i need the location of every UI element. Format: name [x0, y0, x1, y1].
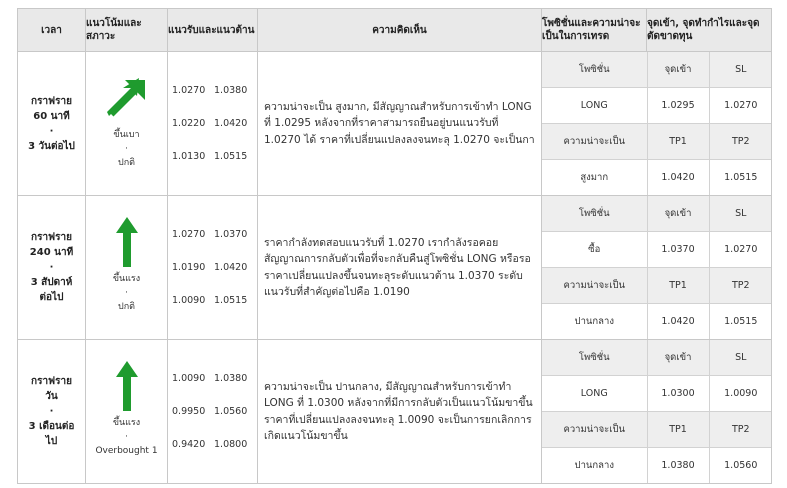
timeframe-line: · — [49, 406, 54, 417]
timeframe-cell — [18, 52, 86, 196]
resistance-value: 1.0380 — [214, 85, 248, 96]
grid-cell: 1.0370 — [647, 232, 709, 268]
comment-cell: ราคากำลังทดสอบแนวรับที่ 1.0270 เรากำลังรอคอยสัญญาณการกลับตัวเพื่อที่จะกลับคืนสู่โพซิชั่น LONG หรือรอราคาเปลี่ยนแปลงขึ้นจนทะลุระดับแนวต้าน 1.0370 ระดับแนวรับที่สำคัญต่อไปคือ 1.0190 — [258, 196, 542, 340]
sr-level-row — [172, 395, 257, 428]
forecast-row — [18, 340, 772, 484]
grid-cell: SL — [709, 340, 772, 376]
sr-level-row — [172, 362, 257, 395]
grid-cell: จุดเข้า — [647, 52, 709, 88]
header-entry-tp-sl: จุดเข้า, จุดทำกำไรและจุดตัดขาดทุน — [647, 9, 772, 52]
support-value: 1.0130 — [172, 151, 206, 162]
resistance-value: 1.0420 — [214, 262, 248, 273]
resistance-value: 1.0800 — [214, 439, 248, 450]
grid-cell: ซื้อ — [542, 232, 647, 268]
grid-cell: TP2 — [709, 124, 772, 160]
header-position: โพซิชั่นและความน่าจะเป็นในการเทรด — [542, 9, 647, 52]
timeframe-line: วัน — [45, 391, 58, 402]
support-value: 0.9950 — [172, 406, 206, 417]
trend-label: ปกติ — [117, 301, 135, 312]
grid-cell: 1.0090 — [709, 376, 772, 412]
header-time: เวลา — [18, 9, 86, 52]
sr-level-row — [172, 140, 257, 173]
timeframe-cell — [18, 340, 86, 484]
timeframe-cell — [18, 196, 86, 340]
grid-cell: ความน่าจะเป็น — [542, 124, 647, 160]
grid-cell: สูงมาก — [542, 160, 647, 196]
timeframe-line: กราฟราย — [31, 376, 72, 387]
grid-cell: ปานกลาง — [542, 304, 647, 340]
resistance-value: 1.0380 — [214, 373, 248, 384]
timeframe-line: · — [49, 262, 54, 273]
timeframe-line: · — [49, 125, 54, 137]
trade-grid-cell — [542, 340, 772, 484]
trade-grid — [542, 52, 772, 195]
grid-cell: 1.0270 — [709, 232, 772, 268]
trade-grid — [542, 340, 772, 483]
trend-label: ขึ้นแรง — [112, 273, 141, 284]
trend-cell — [86, 340, 168, 484]
grid-cell: TP1 — [647, 268, 709, 304]
grid-cell: 1.0420 — [647, 304, 709, 340]
grid-cell: TP1 — [647, 124, 709, 160]
grid-cell: LONG — [542, 376, 647, 412]
grid-cell: 1.0515 — [709, 160, 772, 196]
arrow-up-icon — [86, 356, 167, 416]
timeframe-line: กราฟราย — [31, 232, 72, 243]
trend-label: ปกติ — [117, 157, 135, 168]
grid-cell: จุดเข้า — [647, 340, 709, 376]
resistance-value: 1.0370 — [214, 229, 248, 240]
trend-cell — [86, 196, 168, 340]
support-value: 1.0270 — [172, 229, 206, 240]
comment-cell: ความน่าจะเป็น ปานกลาง, มีสัญญาณสำหรับการเข้าทำ LONG ที่ 1.0300 หลังจากที่มีการกลับตัวเป็นแนวโน้มขาขึ้น ราคาที่เปลี่ยนแปลงลงจนทะลุ 1.0090 จะเป็นการยกเลิกการเกิดแนวโน้มขาขึ้น — [258, 340, 542, 484]
sr-level-row — [172, 218, 257, 251]
sr-level-row — [172, 251, 257, 284]
grid-cell: 1.0380 — [647, 448, 709, 484]
trend-label: ขึ้นเบา — [113, 129, 140, 140]
header-trend: แนวโน้มและสภาวะ — [86, 9, 168, 52]
sr-level-row — [172, 107, 257, 140]
grid-cell: 1.0295 — [647, 88, 709, 124]
trend-label: Overbought 1 — [95, 445, 158, 456]
grid-cell: SL — [709, 196, 772, 232]
trade-grid-cell — [542, 196, 772, 340]
grid-cell: 1.0515 — [709, 304, 772, 340]
resistance-value: 1.0515 — [214, 151, 248, 162]
timeframe-line: 3 สัปดาห์ — [30, 277, 73, 288]
comment-cell: ความน่าจะเป็น สูงมาก, มีสัญญาณสำหรับการเข้าทำ LONG ที่ 1.0295 หลังจากที่ราคาสามารถยืนอยู่บนแนวรับที่ 1.0270 ได้ ราคาที่เปลี่ยนแปลงลงจนทะลุ 1.0270 จะเป็นกา — [258, 52, 542, 196]
grid-cell: ความน่าจะเป็น — [542, 268, 647, 304]
support-resistance-cell — [168, 196, 258, 340]
timeframe-line: 3 วันต่อไป — [28, 140, 75, 152]
support-value: 1.0090 — [172, 373, 206, 384]
timeframe-line: 240 นาที — [29, 247, 74, 258]
grid-cell: 1.0300 — [647, 376, 709, 412]
support-value: 1.0090 — [172, 295, 206, 306]
timeframe-line: 3 เดือนต่อ — [28, 421, 75, 432]
grid-cell: SL — [709, 52, 772, 88]
trade-grid-cell — [542, 52, 772, 196]
resistance-value: 1.0515 — [214, 295, 248, 306]
forecast-row — [18, 196, 772, 340]
sr-level-row — [172, 284, 257, 317]
trade-grid — [542, 196, 772, 339]
grid-cell: จุดเข้า — [647, 196, 709, 232]
support-value: 1.0270 — [172, 85, 206, 96]
arrow-up-icon — [86, 212, 167, 272]
support-value: 1.0190 — [172, 262, 206, 273]
grid-cell: โพซิชั่น — [542, 196, 647, 232]
resistance-value: 1.0420 — [214, 118, 248, 129]
trend-label: ขึ้นแรง — [112, 417, 141, 428]
header-comment: ความคิดเห็น — [258, 9, 542, 52]
timeframe-line: 60 นาที — [33, 110, 70, 122]
grid-cell: 1.0560 — [709, 448, 772, 484]
trend-label: · — [125, 143, 128, 154]
grid-cell: TP1 — [647, 412, 709, 448]
timeframe-line: ไป — [45, 436, 58, 447]
grid-cell: 1.0270 — [709, 88, 772, 124]
grid-cell: TP2 — [709, 412, 772, 448]
timeframe-line: ต่อไป — [39, 292, 64, 303]
timeframe-line: กราฟราย — [31, 95, 72, 107]
resistance-value: 1.0560 — [214, 406, 248, 417]
trend-cell — [86, 52, 168, 196]
support-resistance-cell — [168, 52, 258, 196]
grid-cell: 1.0420 — [647, 160, 709, 196]
grid-cell: ความน่าจะเป็น — [542, 412, 647, 448]
grid-cell: ปานกลาง — [542, 448, 647, 484]
support-value: 1.0220 — [172, 118, 206, 129]
forecast-row — [18, 52, 772, 196]
support-value: 0.9420 — [172, 439, 206, 450]
sr-level-row — [172, 74, 257, 107]
arrow-up-right-icon — [86, 68, 167, 128]
forecast-table — [17, 8, 772, 484]
header-support-resistance: แนวรับและแนวต้าน — [168, 9, 258, 52]
grid-cell: โพซิชั่น — [542, 52, 647, 88]
grid-cell: LONG — [542, 88, 647, 124]
grid-cell: TP2 — [709, 268, 772, 304]
grid-cell: โพซิชั่น — [542, 340, 647, 376]
trend-label: · — [125, 431, 128, 442]
support-resistance-cell — [168, 340, 258, 484]
trend-label: · — [125, 287, 128, 298]
sr-level-row — [172, 428, 257, 461]
